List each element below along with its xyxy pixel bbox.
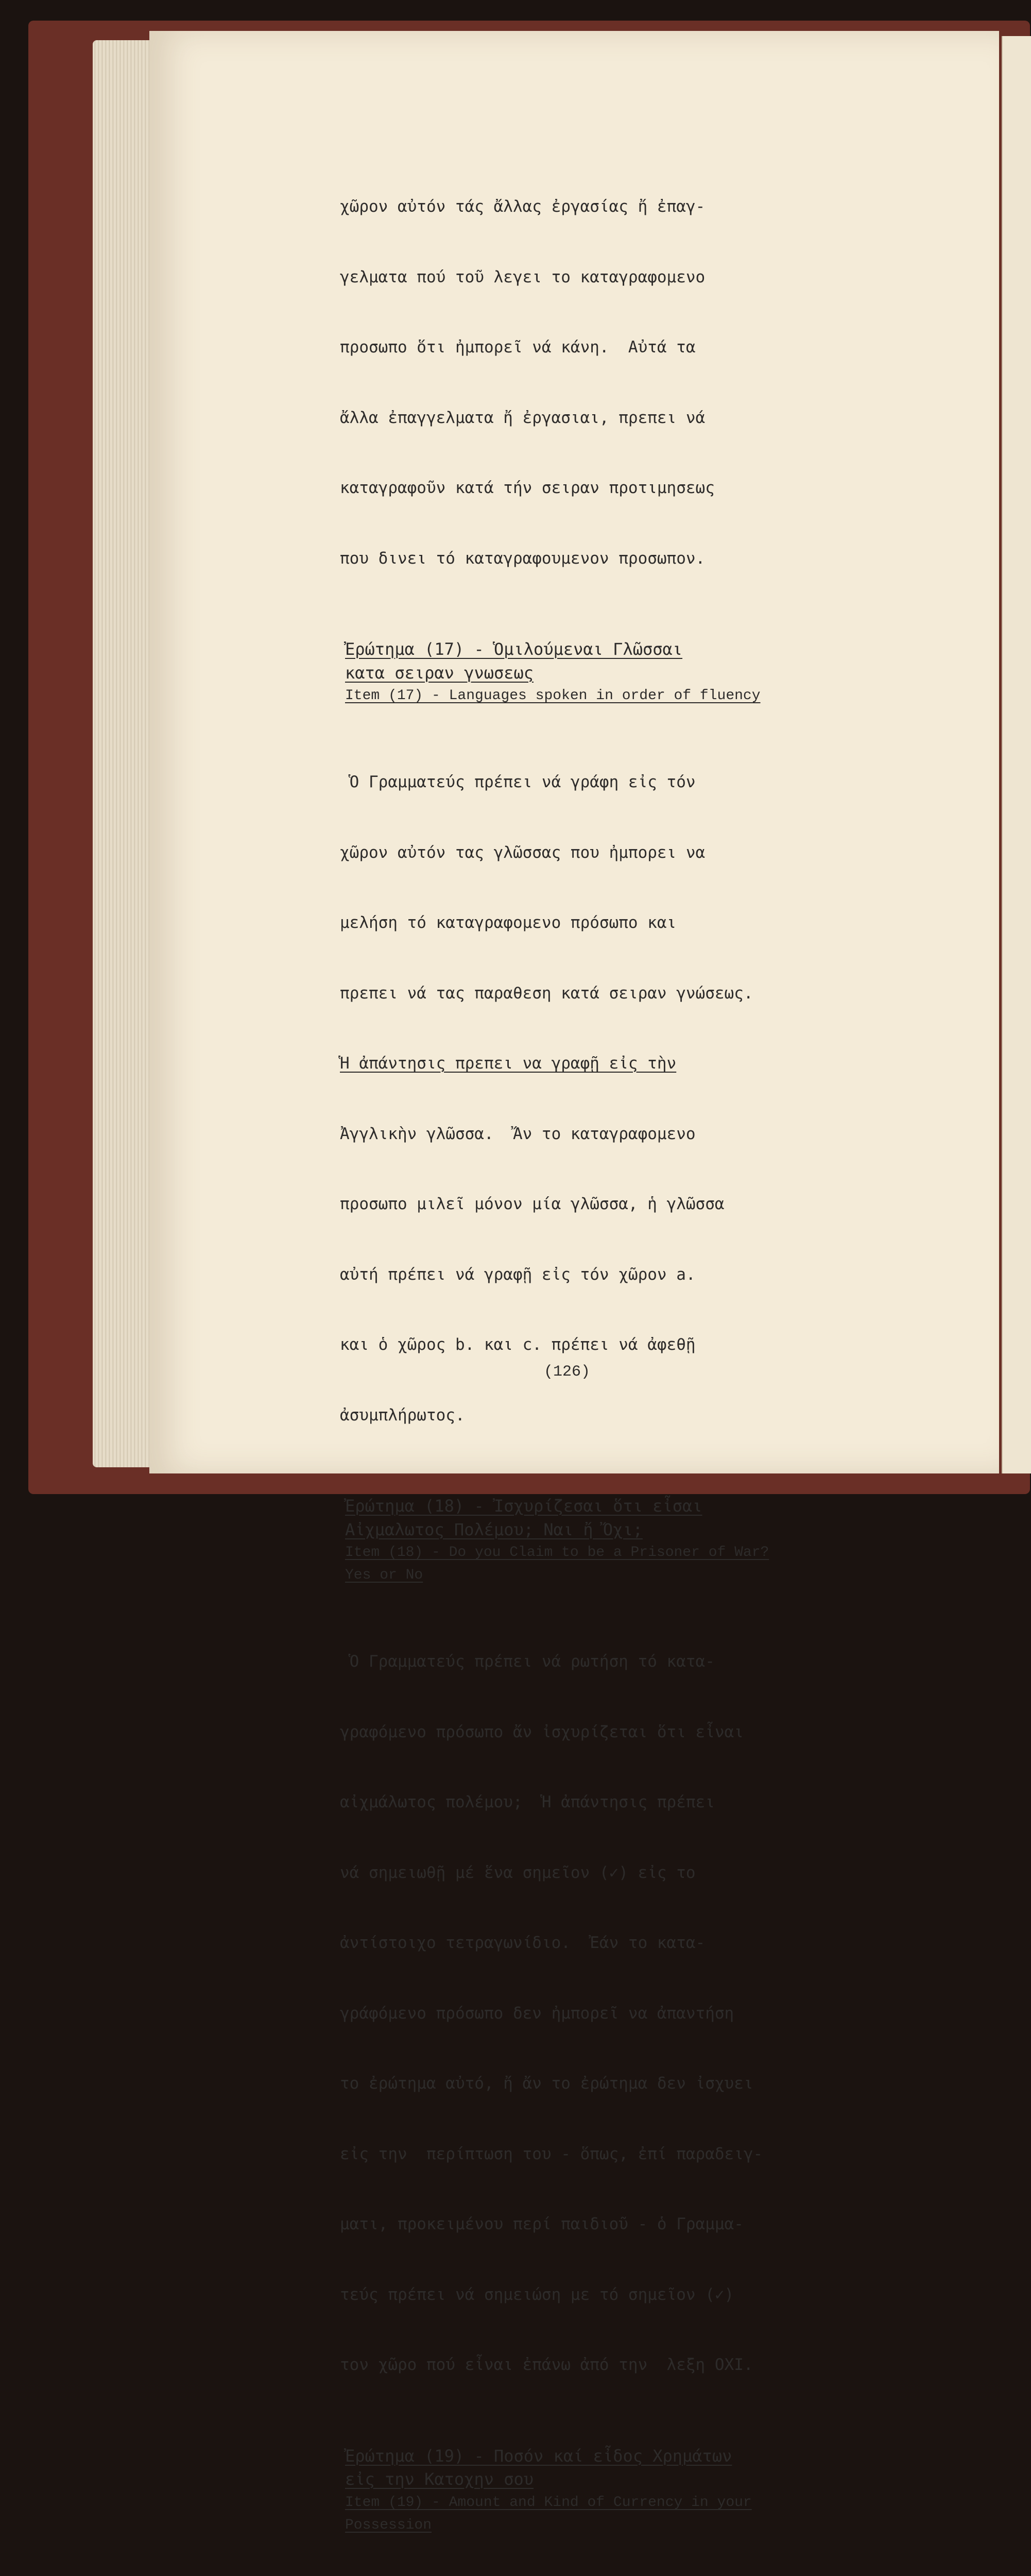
heading-english-line: Item (18) - Do you Claim to be a Prisoner of War? — [345, 1541, 891, 1564]
item-19-body — [340, 2553, 891, 2576]
text-line: το ἐρώτημα αὐτό, ἤ ἄν το ἐρώτημα δεν ἰσχυει — [340, 2072, 891, 2096]
heading-english-line: Possession — [345, 2514, 891, 2537]
heading-english-line: Item (17) - Languages spoken in order of fluency — [345, 685, 891, 707]
facing-page-edge — [1002, 36, 1031, 1473]
text-line: πρεπει νά τας παραθεση κατά σειραν γνώσεως. — [340, 982, 891, 1006]
text-line: προσωπο ὅτι ἠμπορεῖ νά κάνη. Αὐτά τα — [340, 336, 891, 360]
heading-greek-line: Ἐρώτημα (17) - Ὁμιλούμεναι Γλῶσσαι — [345, 638, 891, 662]
item-18-heading — [345, 1495, 891, 1587]
text-line: Ὁ Γραμματεύς πρέπει νά γράφη εἰς τόν — [340, 771, 891, 794]
heading-greek-line: Ἐρώτημα (19) - Ποσόν καί εἶδος Χρημάτων — [345, 2445, 891, 2468]
heading-greek-line: κατα σειραν γνωσεως — [345, 662, 891, 685]
heading-english-line: Yes or No — [345, 1564, 891, 1587]
text-line: αἰχμάλωτος πολέμου; Ἡ ἀπάντησις πρέπει — [340, 1791, 891, 1815]
text-line: χῶρον αὐτόν τάς ἄλλας ἐργασίας ἤ ἐπαγ- — [340, 195, 891, 219]
text-line: γράφόμενο πρόσωπο δεν ἠμπορεῖ να ἀπαντήση — [340, 2002, 891, 2026]
page-text — [340, 148, 891, 2576]
text-line: τεύς πρέπει νά σημειώση με τό σημεῖον (✓) — [340, 2283, 891, 2307]
item-17-heading — [345, 638, 891, 707]
text-line: ματι, προκειμένου περί παιδιοῦ - ὁ Γραμμα- — [340, 2213, 891, 2236]
text-line: χῶρον αὐτόν τας γλῶσσας που ἠμπορει να — [340, 841, 891, 865]
text-line: τον χῶρο πού εἶναι ἐπάνω ἀπό την λεξη ΟΧΙ. — [340, 2353, 891, 2377]
intro-paragraph — [340, 148, 891, 617]
heading-greek-line: εἰς την Κατοχην σου — [345, 2468, 891, 2492]
text-line: Ἀγγλικὴν γλῶσσα. Ἄν το καταγραφομενο — [340, 1123, 891, 1146]
text-line: μελήση τό καταγραφομενο πρόσωπο και — [340, 911, 891, 935]
text-line: γελματα πού τοῦ λεγει το καταγραφομενο — [340, 266, 891, 290]
item-19-heading — [345, 2445, 891, 2537]
text-line: ἀντίστοιχο τετραγωνίδιο. Ἐάν το κατα- — [340, 1931, 891, 1955]
text-line: ἄλλα ἐπαγγελματα ἤ ἐργασιαι, πρεπει νά — [340, 406, 891, 430]
text-line: γραφόμενο πρόσωπο ἄν ἰσχυρίζεται ὅτι εἶναι — [340, 1721, 891, 1744]
text-line: καταγραφοῦν κατά τήν σειραν προτιμησεως — [340, 477, 891, 500]
text-line: ἀσυμπλήρωτος. — [340, 1404, 891, 1428]
item-17-body — [340, 724, 891, 1474]
page-number: (126) — [544, 1363, 590, 1381]
text-line: Ἡ ἀπάντησις πρεπει να γραφῇ εἰς τὴν — [340, 1052, 891, 1076]
text-line: προσωπο μιλεῖ μόνον μία γλῶσσα, ἡ γλῶσσα — [340, 1193, 891, 1216]
text-line: νά σημειωθῇ μέ ἕνα σημεῖον (✓) εἰς το — [340, 1861, 891, 1885]
text-line: Ὁ Γραμματεύς πρέπει νά ρωτήση τό κατα- — [340, 1650, 891, 1674]
text-line: που δινει τό καταγραφουμενον προσωπον. — [340, 547, 891, 571]
item-18-body — [340, 1603, 891, 2424]
text-line: εἰς την περίπτωση του - ὅπως, ἐπί παραδειγ- — [340, 2143, 891, 2166]
heading-greek-line: Ἐρώτημα (18) - Ἰσχυρίζεσαι ὅτι εἶσαι — [345, 1495, 891, 1518]
text-line: αὐτή πρέπει νά γραφῇ εἰς τόν χῶρον a. — [340, 1263, 891, 1287]
text-line: και ὁ χῶρος b. και c. πρέπει νά ἀφεθῇ — [340, 1333, 891, 1357]
heading-english-line: Item (19) - Amount and Kind of Currency in your — [345, 2492, 891, 2514]
heading-greek-line: Αἰχμαλωτος Πολέμου; Ναι ἤ Ὄχι; — [345, 1518, 891, 1542]
